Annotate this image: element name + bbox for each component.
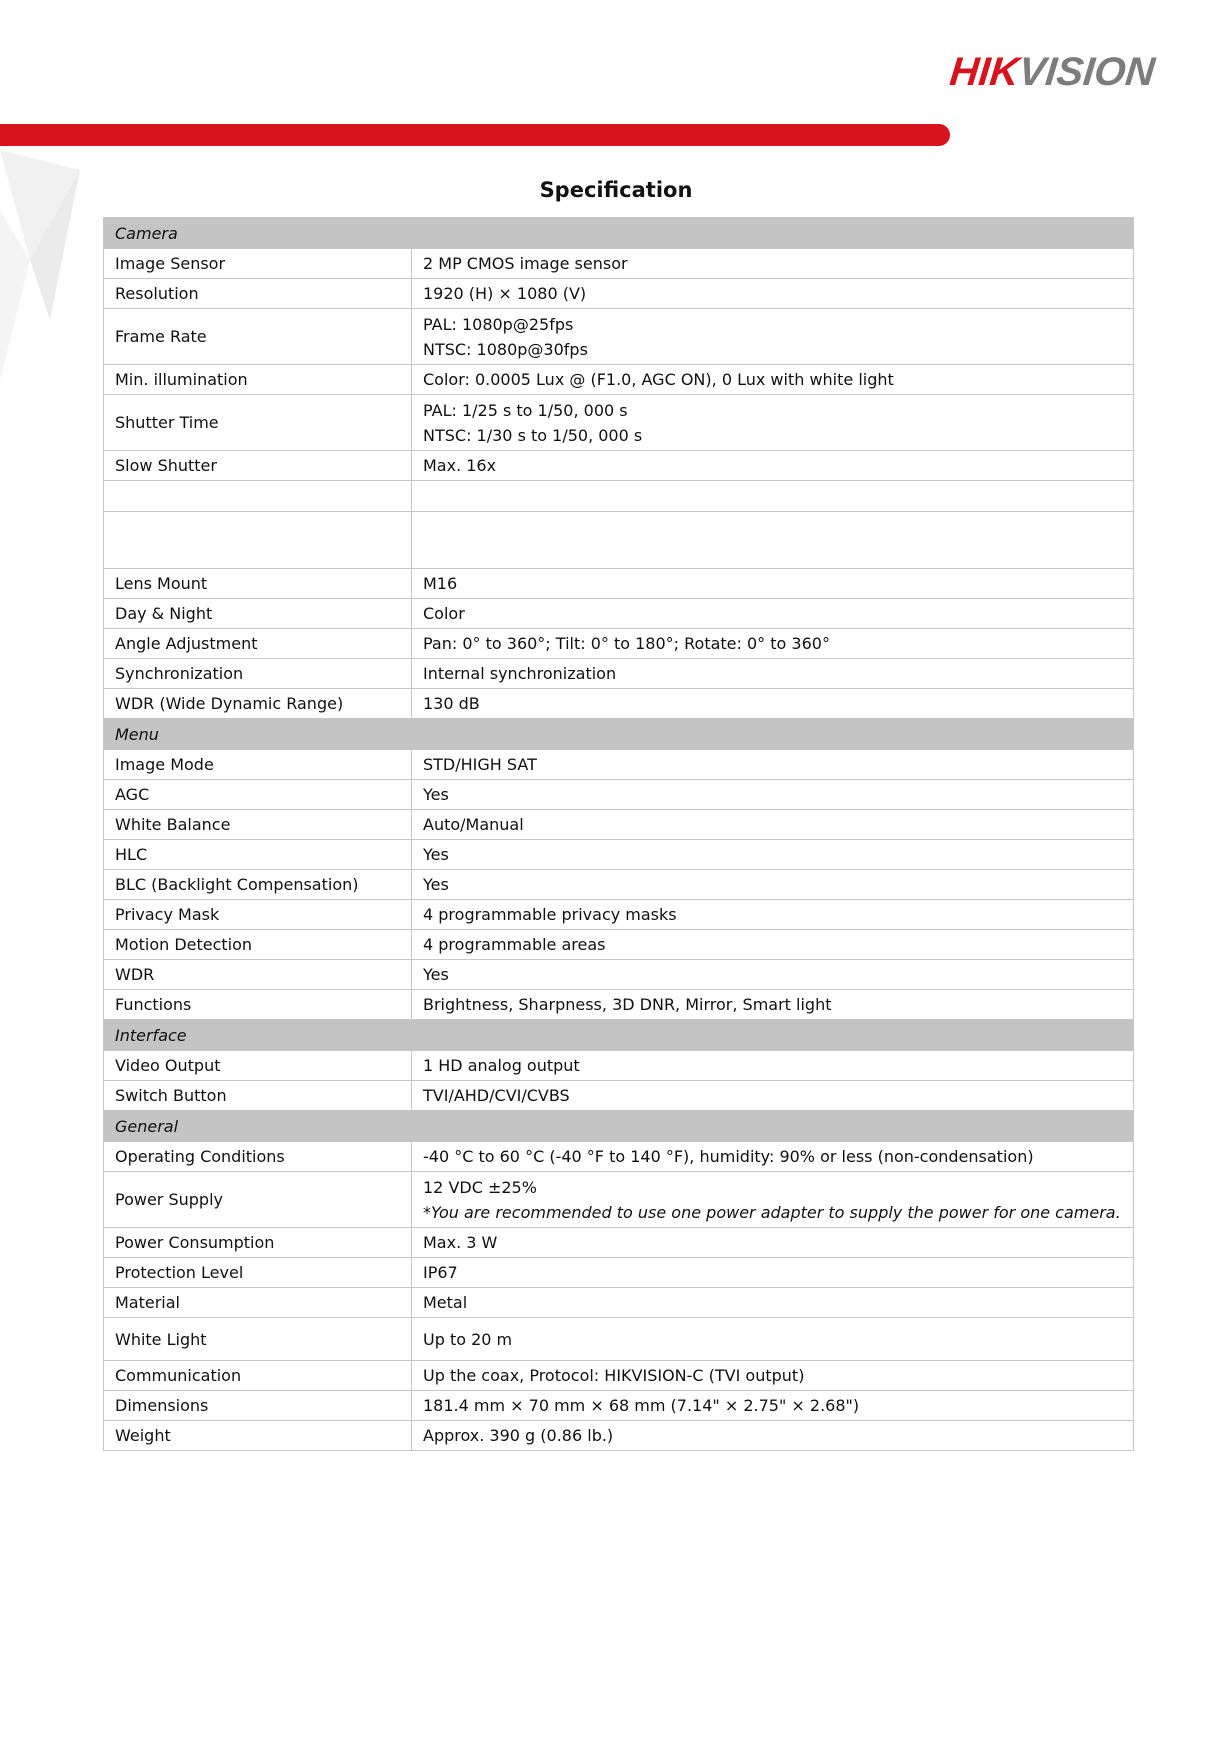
table-row	[104, 960, 1134, 990]
spec-value: Up to 20 m	[412, 1318, 1134, 1361]
spec-label: WDR (Wide Dynamic Range)	[104, 689, 412, 719]
spec-value-line: NTSC: 1/30 s to 1/50, 000 s	[423, 425, 643, 445]
spec-value-note: *You are recommended to use one power adapter to supply the power for one camera.	[423, 1202, 1121, 1222]
spec-value: 4 programmable areas	[412, 930, 1134, 960]
spec-value: IP67	[412, 1258, 1134, 1288]
spec-label: Lens Mount	[104, 569, 412, 599]
spec-label: Angle Adjustment	[104, 629, 412, 659]
table-row	[104, 279, 1134, 309]
spec-value: Up the coax, Protocol: HIKVISION-C (TVI output)	[412, 1361, 1134, 1391]
spec-value: 181.4 mm × 70 mm × 68 mm (7.14" × 2.75" × 2.68")	[412, 1391, 1134, 1421]
spec-value-line: PAL: 1080p@25fps	[423, 314, 574, 334]
spec-label: Min. illumination	[104, 365, 412, 395]
table-row	[104, 395, 1134, 451]
spec-label: White Light	[104, 1318, 412, 1361]
spec-value: STD/HIGH SAT	[412, 750, 1134, 780]
spec-value: Yes	[412, 780, 1134, 810]
section-header-camera	[104, 218, 1134, 249]
spec-value: M16	[412, 569, 1134, 599]
table-row	[104, 750, 1134, 780]
table-row	[104, 1258, 1134, 1288]
spec-value	[412, 1172, 1134, 1228]
table-row	[104, 599, 1134, 629]
table-row	[104, 1081, 1134, 1111]
table-row	[104, 1288, 1134, 1318]
table-row	[104, 840, 1134, 870]
spec-value: 2 MP CMOS image sensor	[412, 249, 1134, 279]
spec-value: TVI/AHD/CVI/CVBS	[412, 1081, 1134, 1111]
spec-value: 4 programmable privacy masks	[412, 900, 1134, 930]
spec-label: WDR	[104, 960, 412, 990]
table-row	[104, 249, 1134, 279]
spec-value: Color: 0.0005 Lux @ (F1.0, AGC ON), 0 Lux with white light	[412, 365, 1134, 395]
table-row	[104, 990, 1134, 1020]
spec-value: 1 HD analog output	[412, 1051, 1134, 1081]
spec-value	[412, 309, 1134, 365]
spec-label: Frame Rate	[104, 309, 412, 365]
table-row	[104, 1228, 1134, 1258]
spec-value	[412, 395, 1134, 451]
spec-value: Pan: 0° to 360°; Tilt: 0° to 180°; Rotate: 0° to 360°	[412, 629, 1134, 659]
table-row-empty	[104, 512, 1134, 569]
spec-value: Max. 3 W	[412, 1228, 1134, 1258]
spec-value: Yes	[412, 840, 1134, 870]
table-row	[104, 1172, 1134, 1228]
section-header-interface	[104, 1020, 1134, 1051]
spec-label: BLC (Backlight Compensation)	[104, 870, 412, 900]
spec-value: Color	[412, 599, 1134, 629]
spec-label-empty	[104, 481, 412, 512]
spec-value: Yes	[412, 870, 1134, 900]
table-row	[104, 900, 1134, 930]
spec-label: Material	[104, 1288, 412, 1318]
table-row	[104, 309, 1134, 365]
page-title: Specification	[539, 178, 693, 202]
header-red-bar	[0, 124, 950, 146]
section-label: Interface	[104, 1020, 1134, 1051]
spec-value: Max. 16x	[412, 451, 1134, 481]
section-label: General	[104, 1111, 1134, 1142]
table-row	[104, 629, 1134, 659]
table-row	[104, 1421, 1134, 1451]
spec-label: White Balance	[104, 810, 412, 840]
section-label: Menu	[104, 719, 1134, 750]
spec-value: Approx. 390 g (0.86 lb.)	[412, 1421, 1134, 1451]
table-row	[104, 1142, 1134, 1172]
spec-label: HLC	[104, 840, 412, 870]
spec-label: Protection Level	[104, 1258, 412, 1288]
table-row	[104, 780, 1134, 810]
table-row	[104, 1051, 1134, 1081]
spec-label: Shutter Time	[104, 395, 412, 451]
spec-label: Communication	[104, 1361, 412, 1391]
spec-value: Auto/Manual	[412, 810, 1134, 840]
spec-value-line: PAL: 1/25 s to 1/50, 000 s	[423, 400, 628, 420]
spec-value: -40 °C to 60 °C (-40 °F to 140 °F), humidity: 90% or less (non-condensation)	[412, 1142, 1134, 1172]
spec-label: Synchronization	[104, 659, 412, 689]
spec-label: Functions	[104, 990, 412, 1020]
spec-label: Resolution	[104, 279, 412, 309]
spec-value: 130 dB	[412, 689, 1134, 719]
spec-label: Image Sensor	[104, 249, 412, 279]
spec-label: Day & Night	[104, 599, 412, 629]
spec-value: Metal	[412, 1288, 1134, 1318]
specification-table	[103, 217, 1134, 1451]
spec-label: Video Output	[104, 1051, 412, 1081]
spec-value-empty	[412, 481, 1134, 512]
spec-label: Switch Button	[104, 1081, 412, 1111]
spec-label: Image Mode	[104, 750, 412, 780]
hikvision-logo: HIKVISION	[947, 50, 1157, 94]
table-row	[104, 1391, 1134, 1421]
spec-value: Brightness, Sharpness, 3D DNR, Mirror, Smart light	[412, 990, 1134, 1020]
spec-label: Dimensions	[104, 1391, 412, 1421]
spec-value: 1920 (H) × 1080 (V)	[412, 279, 1134, 309]
table-row	[104, 451, 1134, 481]
spec-value-empty	[412, 512, 1134, 569]
spec-label: Motion Detection	[104, 930, 412, 960]
table-row	[104, 1318, 1134, 1361]
spec-label: Privacy Mask	[104, 900, 412, 930]
table-row	[104, 810, 1134, 840]
spec-label: AGC	[104, 780, 412, 810]
spec-label: Weight	[104, 1421, 412, 1451]
table-row	[104, 659, 1134, 689]
spec-value-line: NTSC: 1080p@30fps	[423, 339, 588, 359]
spec-label: Slow Shutter	[104, 451, 412, 481]
section-header-menu	[104, 719, 1134, 750]
spec-label-empty	[104, 512, 412, 569]
table-row	[104, 870, 1134, 900]
table-row	[104, 930, 1134, 960]
table-row-empty	[104, 481, 1134, 512]
table-row	[104, 1361, 1134, 1391]
spec-label: Operating Conditions	[104, 1142, 412, 1172]
section-header-general	[104, 1111, 1134, 1142]
table-row	[104, 569, 1134, 599]
spec-value-line: 12 VDC ±25%	[423, 1177, 537, 1197]
spec-value: Internal synchronization	[412, 659, 1134, 689]
table-row	[104, 689, 1134, 719]
spec-label: Power Consumption	[104, 1228, 412, 1258]
table-row	[104, 365, 1134, 395]
spec-label: Power Supply	[104, 1172, 412, 1228]
section-label: Camera	[104, 218, 1134, 249]
spec-value: Yes	[412, 960, 1134, 990]
